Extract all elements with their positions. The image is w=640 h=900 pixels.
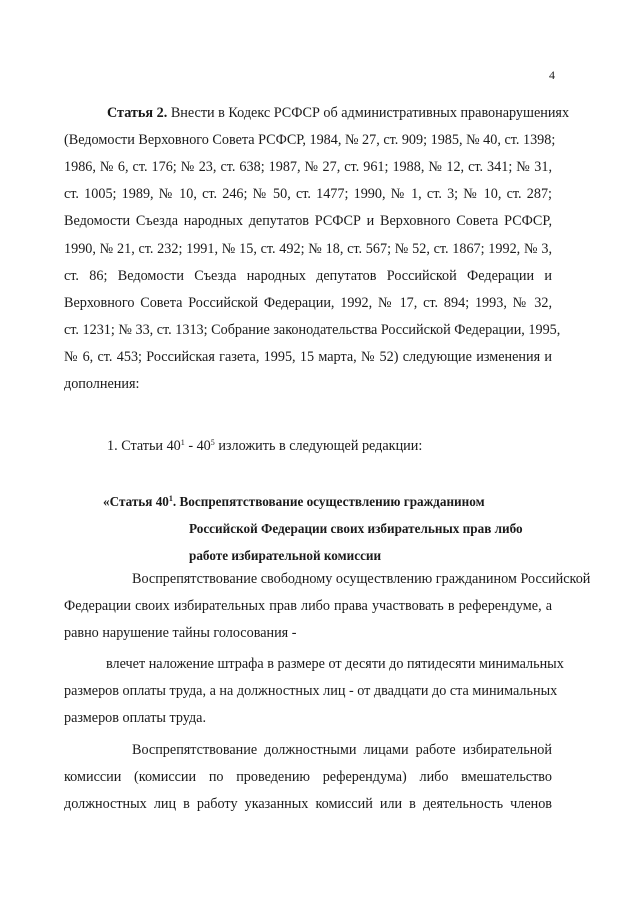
item-1-line xyxy=(107,437,422,455)
body-line: комиссии (комиссии по проведению референдума) либо вмешательство xyxy=(64,769,552,785)
superscript: 5 xyxy=(210,438,215,447)
page-number: 4 xyxy=(549,68,555,82)
article-2-line: ст. 1005; 1989, № 10, ст. 246; № 50, ст. 1477; 1990, № 1, ст. 3; № 10, ст. 287; xyxy=(64,186,552,202)
item-1-text: 1. Статьи 40 xyxy=(107,438,181,454)
body-line: размеров оплаты труда. xyxy=(64,710,207,726)
heading-text: «Статья 40 xyxy=(103,494,169,509)
article-2-line: № 6, ст. 453; Российская газета, 1995, 15 марта, № 52) следующие изменения и xyxy=(64,349,552,365)
body-line: размеров оплаты труда, а на должностных лиц - от двадцати до ста минимальных xyxy=(64,683,558,699)
body-line: Воспрепятствование свободному осуществлению гражданином Российской xyxy=(132,571,591,587)
article-40-1-title-line xyxy=(103,493,485,511)
article-40-1-title-line: работе избирательной комиссии xyxy=(189,548,382,563)
article-2-line: 1990, № 21, ст. 232; 1991, № 15, ст. 492; № 18, ст. 567; № 52, ст. 1867; 1992, № 3, xyxy=(64,241,552,257)
article-2-line: ст. 86; Ведомости Съезда народных депутатов Российской Федерации и xyxy=(64,268,552,284)
item-1-text: изложить в следующей редакции: xyxy=(214,438,423,454)
article-2-line xyxy=(107,104,570,122)
article-2-line: дополнения: xyxy=(64,376,140,392)
superscript: 1 xyxy=(168,494,173,503)
article-40-1-title-line: Российской Федерации своих избирательных прав либо xyxy=(189,521,523,536)
body-line: равно нарушение тайны голосования - xyxy=(64,625,297,641)
article-2-line: Ведомости Съезда народных депутатов РСФСР и Верховного Совета РСФСР, xyxy=(64,213,552,229)
article-2-line: (Ведомости Верховного Совета РСФСР, 1984, № 27, ст. 909; 1985, № 40, ст. 1398; xyxy=(64,132,556,148)
body-line: влечет наложение штрафа в размере от десяти до пятидесяти минимальных xyxy=(106,656,564,672)
body-line: должностных лиц в работу указанных комиссий или в деятельность членов xyxy=(64,796,552,812)
superscript: 1 xyxy=(180,438,185,447)
article-2-line: ст. 1231; № 33, ст. 1313; Собрание законодательства Российской Федерации, 1995, xyxy=(64,322,561,338)
item-1-text: - 40 xyxy=(184,438,211,454)
article-2-line-text: Внести в Кодекс РСФСР об административных правонарушениях xyxy=(167,105,570,121)
body-line: Воспрепятствование должностными лицами работе избирательной xyxy=(132,742,552,758)
body-line: Федерации своих избирательных прав либо права участвовать в референдуме, а xyxy=(64,598,552,614)
article-2-line: 1986, № 6, ст. 176; № 23, ст. 638; 1987, № 27, ст. 961; 1988, № 12, ст. 341; № 31, xyxy=(64,159,552,175)
heading-text: . Воспрепятствование осуществлению гражданином xyxy=(172,494,485,509)
article-2-heading: Статья 2. xyxy=(107,105,168,121)
article-2-line: Верховного Совета Российской Федерации, 1992, № 17, ст. 894; 1993, № 32, xyxy=(64,295,552,311)
